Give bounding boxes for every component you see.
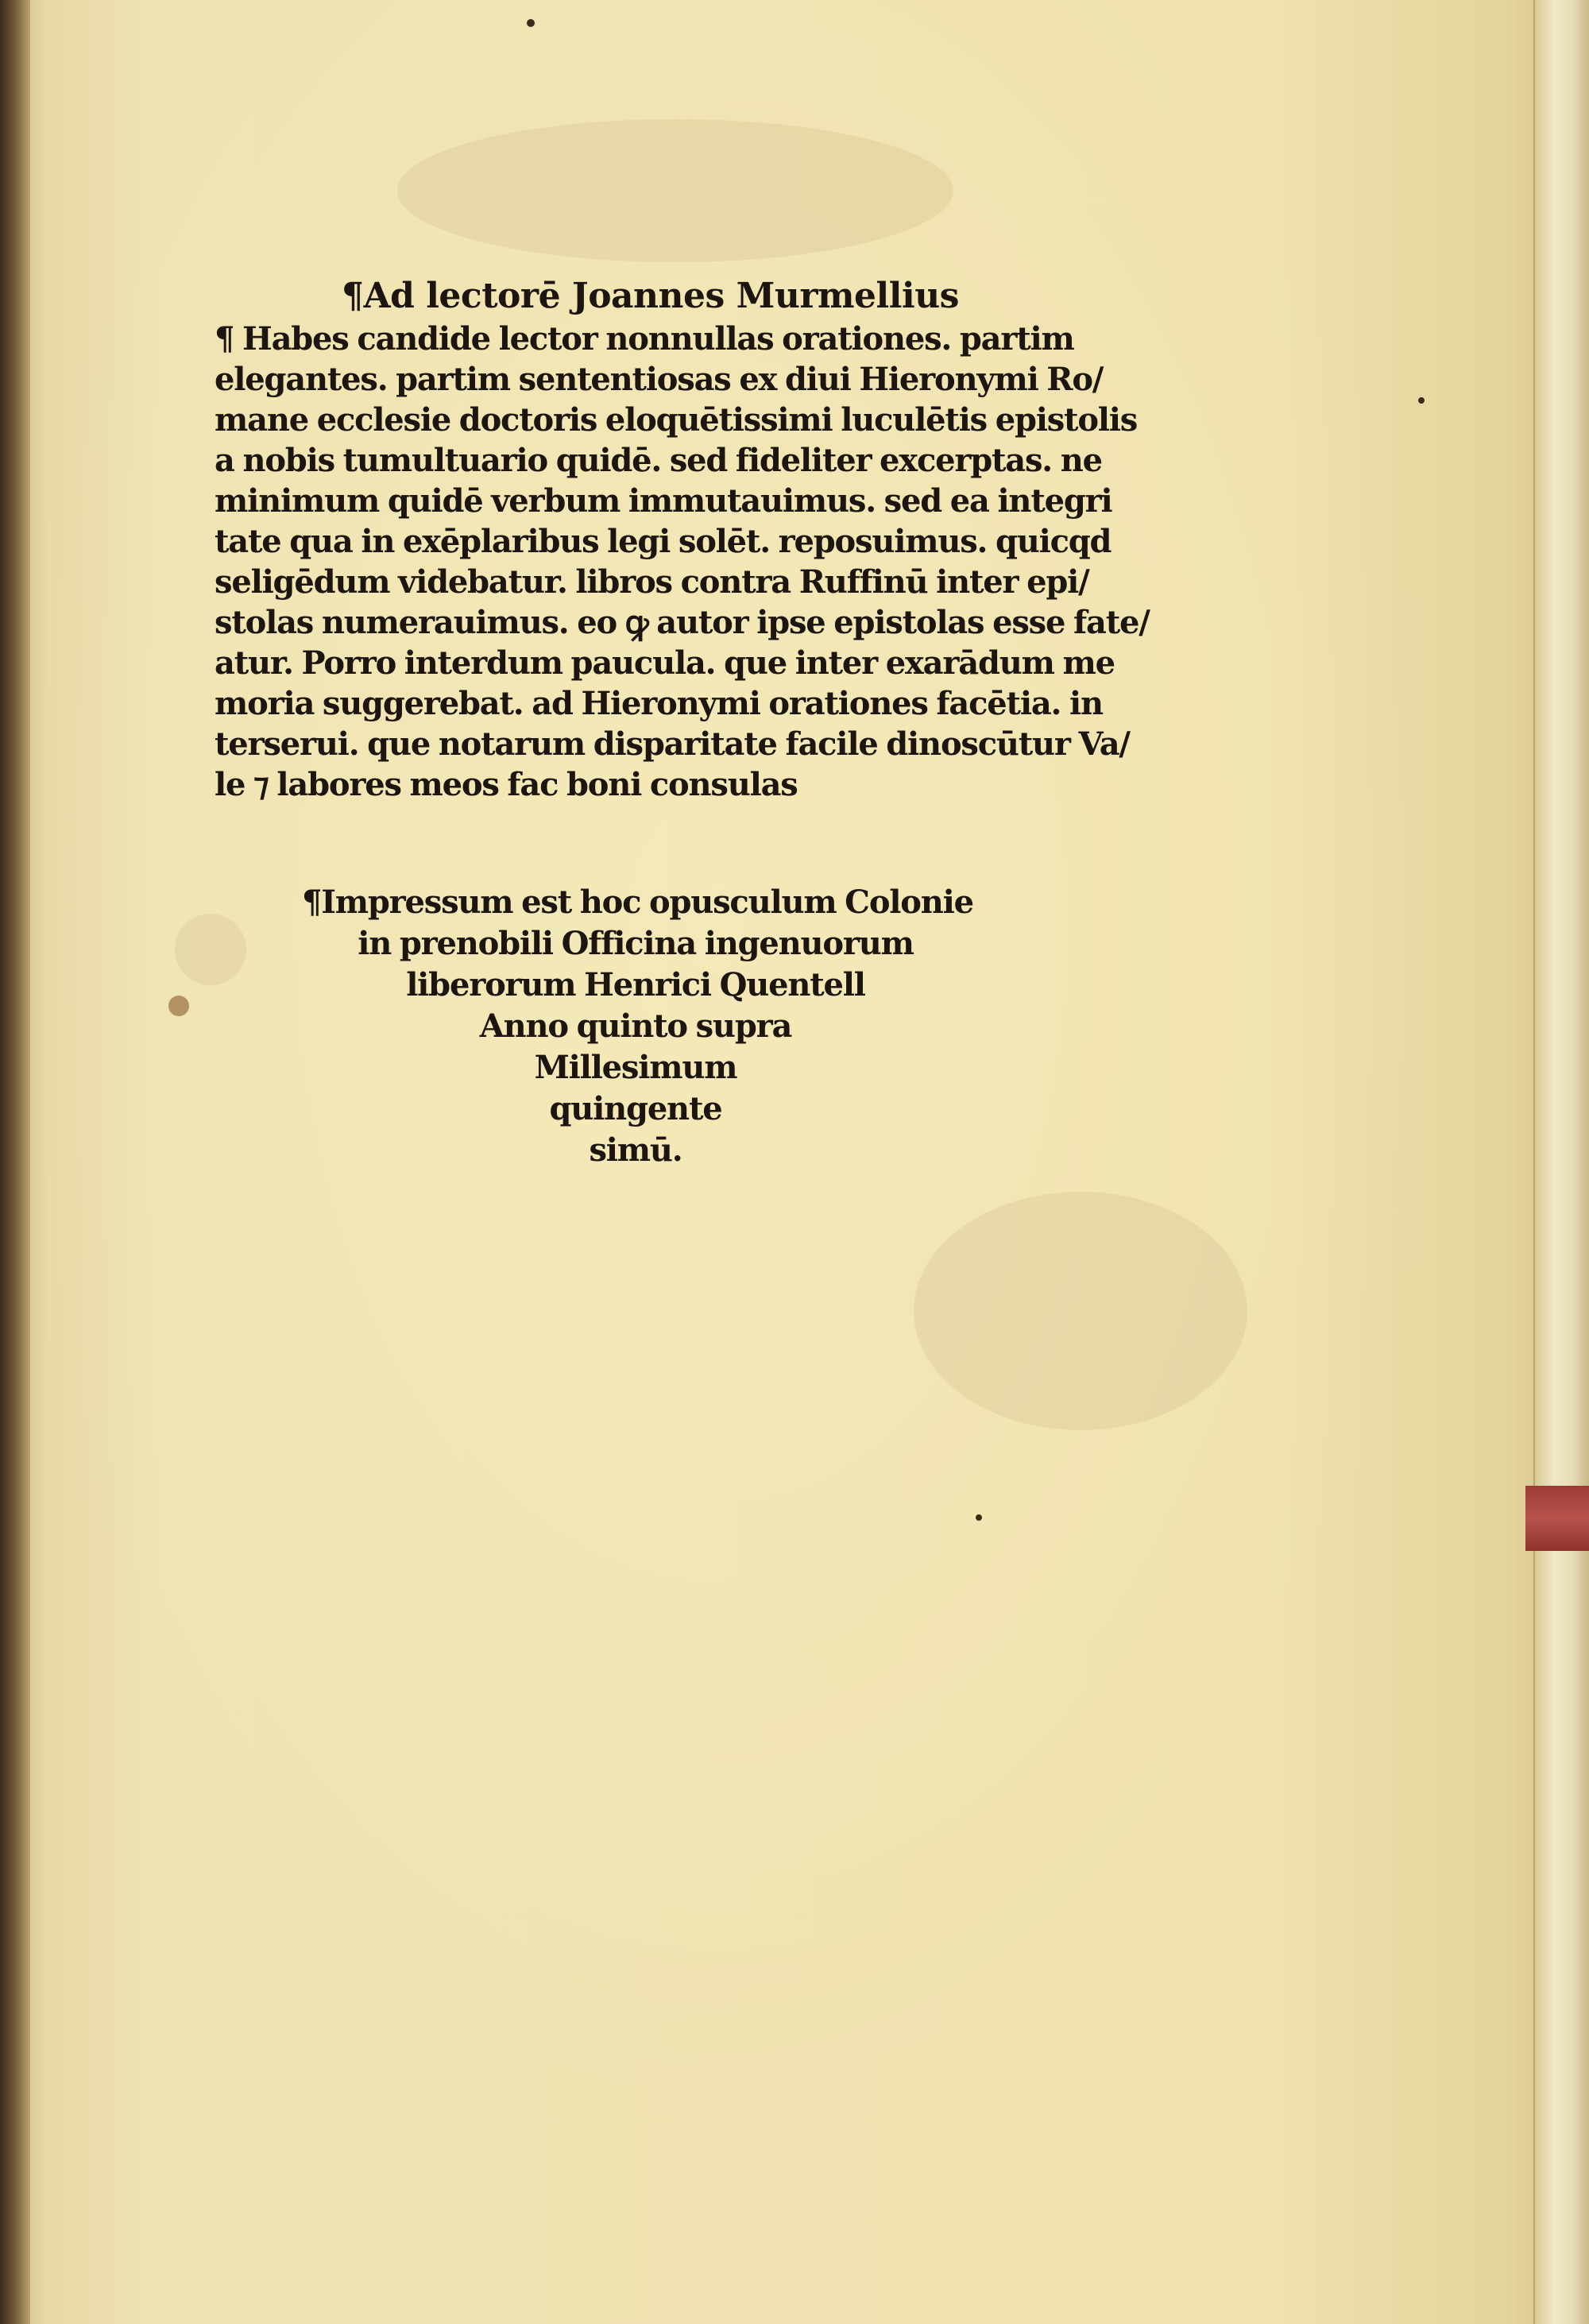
ink-speck: [1418, 397, 1425, 404]
colophon-line: ¶Impressum est hoc opusculum Colonie: [302, 884, 973, 921]
paper-stain: [397, 119, 953, 262]
preface-line: le ⁊ labores meos fac boni consulas: [215, 766, 798, 803]
preface-line: terserui. que notarum disparitate facile dinoscūtur Va/: [215, 725, 1130, 763]
preface-line: stolas numerauimus. eo ꝙ autor ipse epistolas esse fate/: [215, 604, 1150, 641]
colophon-line: Anno quinto supra: [479, 1007, 792, 1045]
preface-line: seligēdum videbatur. libros contra Ruffinū inter epi/: [215, 563, 1089, 601]
ink-speck: [976, 1514, 982, 1521]
colophon-line: quingente: [549, 1090, 722, 1127]
preface-line: minimum quidē verbum immutauimus. sed ea integri: [215, 482, 1112, 520]
page-edge: [1533, 0, 1589, 2324]
ink-speck: [168, 996, 189, 1016]
colophon-line: liberorum Henrici Quentell: [406, 966, 865, 1003]
page-gutter: [0, 0, 30, 2324]
preface-line: moria suggerebat. ad Hieronymi orationes facētia. in: [215, 685, 1103, 722]
colophon-block: [302, 882, 973, 1171]
preface-block: [215, 274, 1150, 805]
preface-line: elegantes. partim sententiosas ex diui Hieronymi Ro/: [215, 361, 1104, 398]
preface-heading: ¶Ad lectorē Joannes Murmellius: [342, 276, 959, 316]
preface-line: tate qua in exēplaribus legi solēt. reposuimus. quicqd: [215, 523, 1112, 560]
preface-line: mane ecclesie doctoris eloquētissimi luculētis epistolis: [215, 401, 1138, 439]
ink-speck: [527, 19, 535, 27]
preface-line: atur. Porro interdum paucula. que inter exarādum me: [215, 644, 1115, 682]
colophon-line: simū.: [589, 1131, 682, 1169]
preface-line: a nobis tumultuario quidē. sed fideliter excerptas. ne: [215, 442, 1102, 479]
paper-stain: [914, 1192, 1247, 1430]
ribbon-bookmark: [1525, 1486, 1589, 1551]
paper-stain: [175, 914, 246, 985]
colophon-line: Millesimum: [534, 1049, 737, 1086]
colophon-line: in prenobili Officina ingenuorum: [358, 925, 914, 962]
preface-line: ¶ Habes candide lector nonnullas orationes. partim: [215, 320, 1074, 358]
